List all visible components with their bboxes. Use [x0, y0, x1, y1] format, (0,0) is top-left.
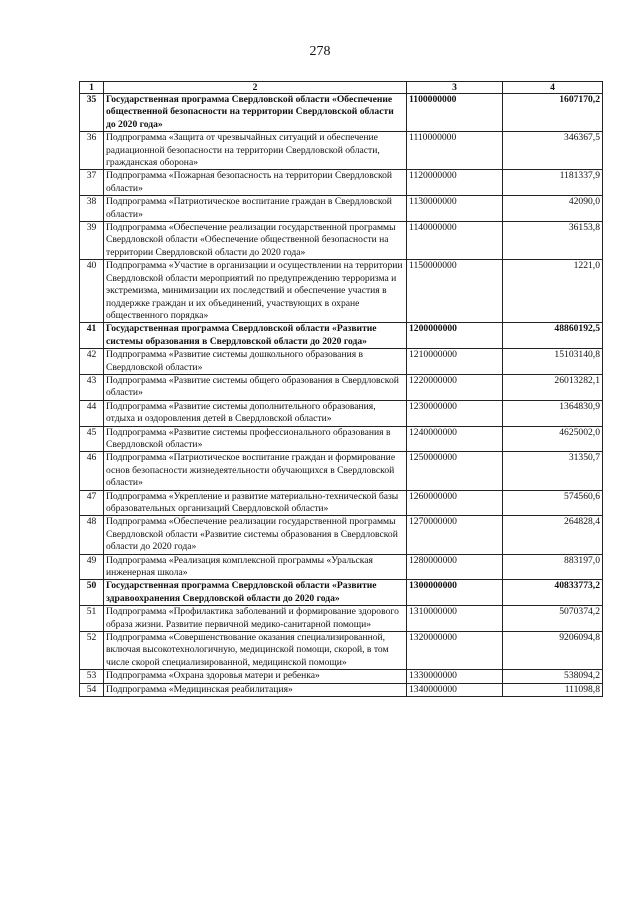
row-code-cell: 1280000000	[407, 554, 503, 580]
row-name-cell: Подпрограмма «Развитие системы дополнительного образования, отдыха и оздоровления детей в Свердловской области»	[104, 400, 407, 426]
table-row	[80, 196, 603, 222]
row-code-cell: 1220000000	[407, 374, 503, 400]
row-code-cell: 1130000000	[407, 196, 503, 222]
row-code-cell: 1260000000	[407, 490, 503, 516]
row-sum-cell: 346367,5	[503, 132, 603, 170]
row-name-cell: Подпрограмма «Защита от чрезвычайных ситуаций и обеспечение радиационной безопасности на территории Свердловской области, гражданская оборона»	[104, 132, 407, 170]
row-sum-cell: 883197,0	[503, 554, 603, 580]
row-name-cell: Подпрограмма «Обеспечение реализации государственной программы Свердловской области «Развитие системы образования в Свердловской области до 2020 года»	[104, 516, 407, 554]
row-number-cell: 53	[80, 670, 104, 683]
row-number-cell: 51	[80, 606, 104, 632]
row-name-cell: Подпрограмма «Развитие системы общего образования в Свердловской области»	[104, 374, 407, 400]
table-row	[80, 606, 603, 632]
table-row	[80, 260, 603, 323]
row-sum-cell: 48860192,5	[503, 323, 603, 349]
row-name-cell: Подпрограмма «Патриотическое воспитание граждан и формирование основ безопасности жизнедеятельности обучающихся в Свердловской области»	[104, 452, 407, 490]
row-sum-cell: 9206094,8	[503, 632, 603, 670]
row-sum-cell: 4625002,0	[503, 426, 603, 452]
row-sum-cell: 31350,7	[503, 452, 603, 490]
row-number-cell: 41	[80, 323, 104, 349]
table-row	[80, 426, 603, 452]
header-cell-2: 2	[104, 82, 407, 94]
row-sum-cell: 1607170,2	[503, 94, 603, 132]
row-name-cell: Подпрограмма «Укрепление и развитие материально-технической базы образовательных организаций Свердловской области»	[104, 490, 407, 516]
row-name-cell: Подпрограмма «Развитие системы дошкольного образования в Свердловской области»	[104, 349, 407, 375]
row-number-cell: 38	[80, 196, 104, 222]
row-number-cell: 45	[80, 426, 104, 452]
row-number-cell: 37	[80, 170, 104, 196]
row-code-cell: 1310000000	[407, 606, 503, 632]
row-code-cell: 1200000000	[407, 323, 503, 349]
row-name-cell: Подпрограмма «Охрана здоровья матери и ребенка»	[104, 670, 407, 683]
table-row	[80, 580, 603, 606]
header-cell-4: 4	[503, 82, 603, 94]
row-name-cell: Государственная программа Свердловской области «Обеспечение общественной безопасности на территории Свердловской области до 2020 года»	[104, 94, 407, 132]
row-code-cell: 1340000000	[407, 683, 503, 696]
table-row	[80, 94, 603, 132]
row-code-cell: 1100000000	[407, 94, 503, 132]
row-code-cell: 1270000000	[407, 516, 503, 554]
row-code-cell: 1230000000	[407, 400, 503, 426]
row-number-cell: 36	[80, 132, 104, 170]
row-number-cell: 47	[80, 490, 104, 516]
row-sum-cell: 574560,6	[503, 490, 603, 516]
table-row	[80, 349, 603, 375]
table-row	[80, 374, 603, 400]
row-sum-cell: 5070374,2	[503, 606, 603, 632]
row-name-cell: Подпрограмма «Реализация комплексной программы «Уральская инженерная школа»	[104, 554, 407, 580]
table-row	[80, 670, 603, 683]
row-sum-cell: 26013282,1	[503, 374, 603, 400]
row-name-cell: Подпрограмма «Совершенствование оказания специализированной, включая высокотехнологичную, медицинской помощи, скорой, в том числе скорой специализированной, медицинской помощи»	[104, 632, 407, 670]
row-sum-cell: 538094,2	[503, 670, 603, 683]
row-sum-cell: 15103140,8	[503, 349, 603, 375]
row-sum-cell: 42090,0	[503, 196, 603, 222]
row-number-cell: 46	[80, 452, 104, 490]
header-cell-1: 1	[80, 82, 104, 94]
row-name-cell: Подпрограмма «Обеспечение реализации государственной программы Свердловской области «Обеспечение общественной безопасности на территории Свердловской области до 2020 года»	[104, 222, 407, 260]
row-number-cell: 35	[80, 94, 104, 132]
table-header-row	[80, 82, 603, 94]
row-sum-cell: 264828,4	[503, 516, 603, 554]
budget-table-body	[80, 82, 603, 697]
row-number-cell: 52	[80, 632, 104, 670]
page-number: 278	[309, 44, 331, 59]
row-number-cell: 54	[80, 683, 104, 696]
row-name-cell: Государственная программа Свердловской области «Развитие системы образования в Свердловской области до 2020 года»	[104, 323, 407, 349]
row-number-cell: 40	[80, 260, 104, 323]
row-number-cell: 43	[80, 374, 104, 400]
row-number-cell: 42	[80, 349, 104, 375]
table-row	[80, 516, 603, 554]
row-sum-cell: 1364830,9	[503, 400, 603, 426]
table-row	[80, 323, 603, 349]
row-number-cell: 39	[80, 222, 104, 260]
table-row	[80, 170, 603, 196]
row-name-cell: Подпрограмма «Развитие системы профессионального образования в Свердловской области»	[104, 426, 407, 452]
table-row	[80, 452, 603, 490]
row-name-cell: Подпрограмма «Медицинская реабилитация»	[104, 683, 407, 696]
row-code-cell: 1250000000	[407, 452, 503, 490]
row-sum-cell: 36153,8	[503, 222, 603, 260]
table-row	[80, 683, 603, 696]
row-number-cell: 48	[80, 516, 104, 554]
row-code-cell: 1300000000	[407, 580, 503, 606]
row-code-cell: 1150000000	[407, 260, 503, 323]
table-row	[80, 400, 603, 426]
row-number-cell: 44	[80, 400, 104, 426]
row-name-cell: Подпрограмма «Патриотическое воспитание граждан в Свердловской области»	[104, 196, 407, 222]
row-code-cell: 1320000000	[407, 632, 503, 670]
row-code-cell: 1140000000	[407, 222, 503, 260]
row-code-cell: 1330000000	[407, 670, 503, 683]
row-code-cell: 1210000000	[407, 349, 503, 375]
row-name-cell: Подпрограмма «Профилактика заболеваний и формирование здорового образа жизни. Развитие первичной медико-санитарной помощи»	[104, 606, 407, 632]
table-row	[80, 222, 603, 260]
row-number-cell: 49	[80, 554, 104, 580]
row-sum-cell: 1181337,9	[503, 170, 603, 196]
row-code-cell: 1240000000	[407, 426, 503, 452]
table-row	[80, 632, 603, 670]
row-code-cell: 1110000000	[407, 132, 503, 170]
table-row	[80, 132, 603, 170]
row-name-cell: Подпрограмма «Участие в организации и осуществлении на территории Свердловской области мероприятий по предупреждению терроризма и экстремизма, минимизации их последствий и обеспечение участия в поддержке граждан и их объединений, участвующих в охране общественного порядка»	[104, 260, 407, 323]
budget-table	[79, 81, 603, 697]
row-sum-cell: 111098,8	[503, 683, 603, 696]
table-row	[80, 490, 603, 516]
row-sum-cell: 40833773,2	[503, 580, 603, 606]
row-name-cell: Государственная программа Свердловской области «Развитие здравоохранения Свердловской области до 2020 года»	[104, 580, 407, 606]
row-code-cell: 1120000000	[407, 170, 503, 196]
row-number-cell: 50	[80, 580, 104, 606]
row-sum-cell: 1221,0	[503, 260, 603, 323]
table-row	[80, 554, 603, 580]
row-name-cell: Подпрограмма «Пожарная безопасность на территории Свердловской области»	[104, 170, 407, 196]
header-cell-3: 3	[407, 82, 503, 94]
